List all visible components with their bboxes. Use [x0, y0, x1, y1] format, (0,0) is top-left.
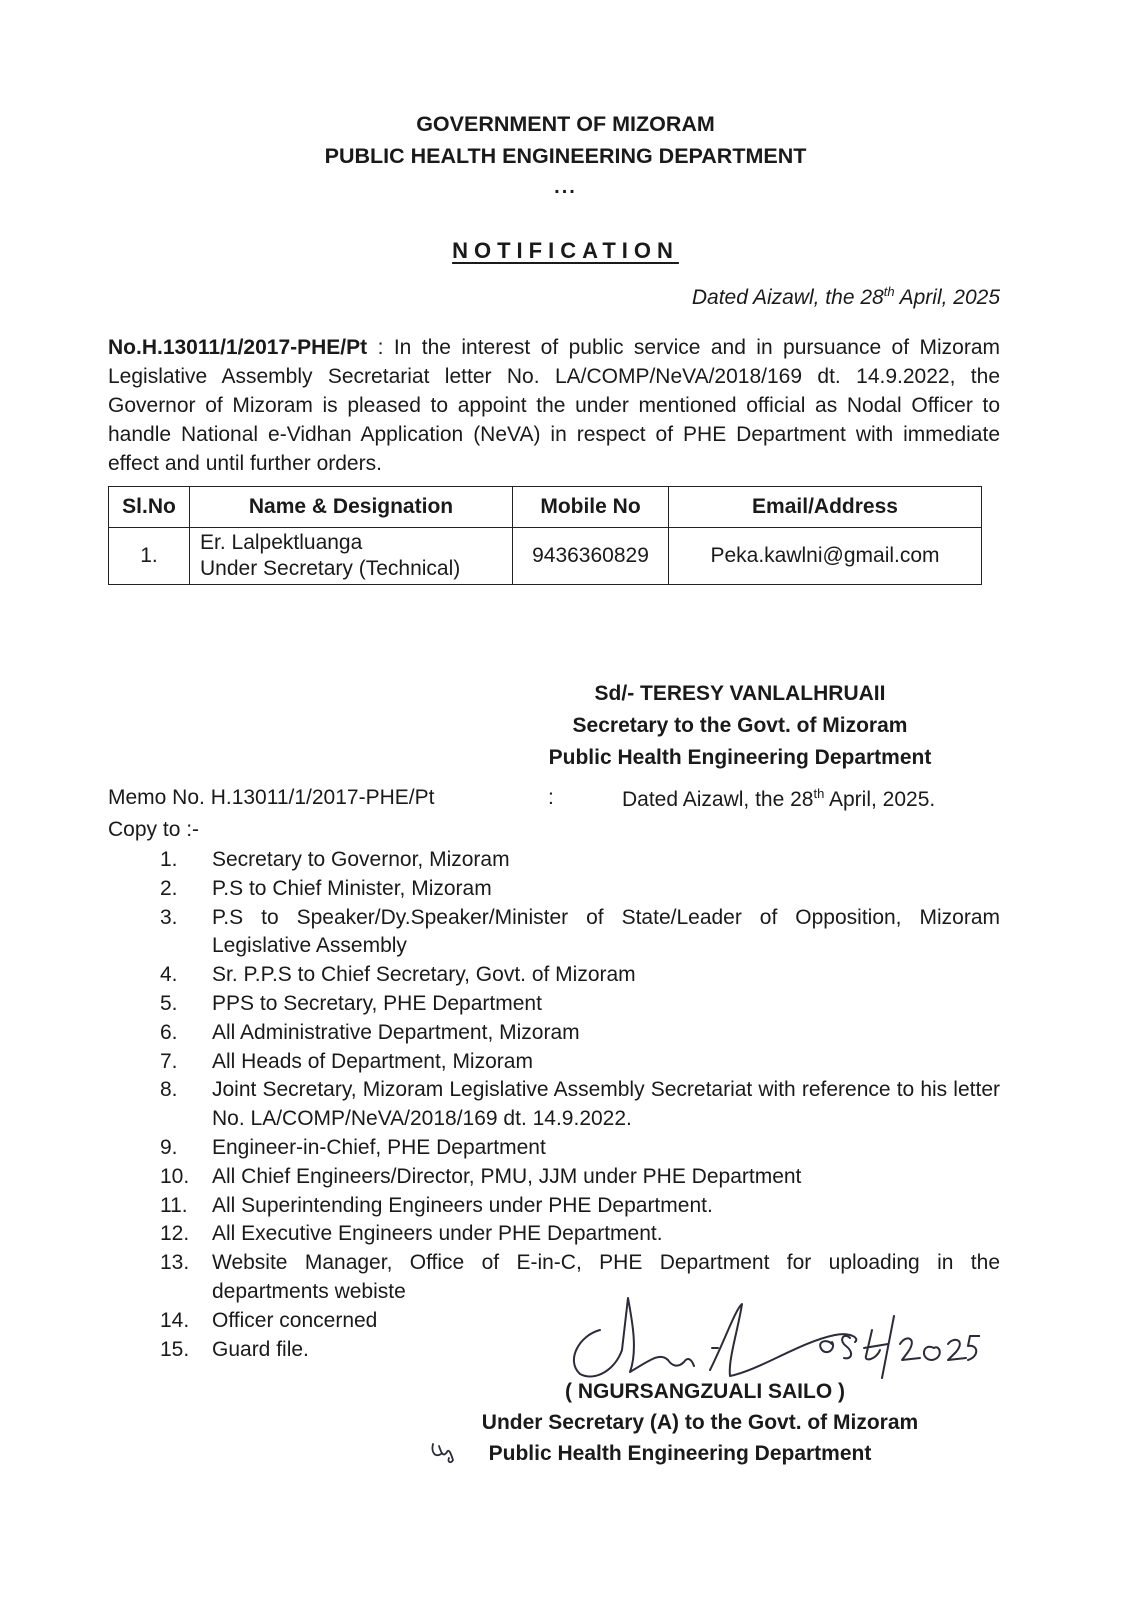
cell-name-designation [190, 528, 513, 585]
list-item [160, 875, 1000, 904]
table-header-row [109, 487, 982, 528]
list-item [160, 846, 1000, 875]
list-item-text: Engineer-in-Chief, PHE Department [212, 1135, 546, 1159]
list-item-text: All Administrative Department, Mizoram [212, 1020, 580, 1044]
list-item-number: 7. [160, 1049, 178, 1073]
handwritten-initials [429, 1438, 459, 1464]
list-item-number: 14. [160, 1308, 190, 1332]
reference-number: No.H.13011/1/2017-PHE/Pt [108, 336, 368, 359]
col-header-name: Name & Designation [190, 487, 513, 528]
list-item-text: All Chief Engineers/Director, PMU, JJM under PHE Department [212, 1164, 802, 1188]
list-item-number: 12. [160, 1222, 190, 1246]
signatory-name: Sd/- TERESY VANLALHRUAII [594, 682, 886, 705]
officer-designation: Under Secretary (Technical) [200, 557, 461, 580]
list-item [160, 1163, 1000, 1192]
list-item-text: Guard file. [212, 1337, 309, 1361]
table-row [109, 528, 982, 585]
list-item-text: Officer concerned [212, 1308, 378, 1332]
list-item [160, 1019, 1000, 1048]
copy-to-label: Copy to :- [108, 818, 200, 841]
memo-date-prefix: Dated Aizawl, the 28 [622, 788, 814, 811]
list-item-text: Joint Secretary, Mizoram Legislative Assembly Secretariat with reference to his letter No. LA/COMP/NeVA/2018/169 dt. 14.9.2022. [212, 1078, 1000, 1131]
undersigned-designation: Under Secretary (A) to the Govt. of Mizoram [481, 1411, 919, 1434]
list-item-text: PPS to Secretary, PHE Department [212, 991, 542, 1015]
list-item-number: 6. [160, 1020, 178, 1044]
undersigned-name: ( NGURSANGZUALI SAILO ) [565, 1380, 845, 1403]
memo-colon: : [548, 786, 554, 809]
list-item [160, 1134, 1000, 1163]
memo-date-suffix: April, 2025. [824, 788, 936, 811]
memo-number: Memo No. H.13011/1/2017-PHE/Pt [108, 786, 435, 809]
list-item-number: 2. [160, 876, 178, 900]
list-item-number: 4. [160, 963, 178, 987]
list-item-text: Website Manager, Office of E-in-C, PHE Department for uploading in the departments webiste [212, 1251, 1000, 1303]
list-item-text: P.S to Chief Minister, Mizoram [212, 876, 492, 900]
list-item-number: 3. [160, 905, 178, 929]
notification-body-text: : In the interest of public service and in pursuance of Mizoram Legislative Assembly Secretariat letter No. LA/COMP/NeVA/2018/169 dt. 14.9.2022, the Governor of Mizoram is pleased to appoint the under mentioned official as Nodal Officer to handle National e-Vidhan Application (NeVA) in respect of PHE Department with immediate effect and until further orders. [108, 336, 1000, 475]
list-item-text: All Heads of Department, Mizoram [212, 1049, 533, 1073]
col-header-email: Email/Address [669, 487, 982, 528]
list-item-number: 5. [160, 991, 178, 1015]
officer-name: Er. Lalpektluanga [200, 531, 363, 554]
list-item [160, 990, 1000, 1019]
list-item-text: Secretary to Governor, Mizoram [212, 848, 510, 871]
cell-email: Peka.kawlni@gmail.com [669, 528, 982, 585]
list-item-number: 11. [160, 1193, 188, 1217]
list-item-number: 10. [160, 1164, 190, 1188]
notification-title: NOTIFICATION [452, 238, 679, 263]
list-item [160, 961, 1000, 990]
cell-mobile: 9436360829 [513, 528, 669, 585]
col-header-slno: Sl.No [109, 487, 190, 528]
list-item [160, 1220, 1000, 1249]
list-item-text: All Superintending Engineers under PHE Department. [212, 1193, 713, 1217]
list-item [160, 1192, 1000, 1221]
handwritten-signature [560, 1290, 980, 1386]
notification-body [108, 333, 1000, 478]
undersigned-department: Public Health Engineering Department [488, 1442, 872, 1465]
cell-slno: 1. [109, 528, 190, 585]
list-item-number: 8. [160, 1078, 178, 1102]
notification-date-sup: th [883, 284, 895, 299]
nodal-officer-table [108, 486, 982, 585]
header-government: GOVERNMENT OF MIZORAM [416, 112, 715, 136]
signatory-designation: Secretary to the Govt. of Mizoram [572, 714, 908, 737]
list-item [160, 904, 1000, 962]
header-department: PUBLIC HEALTH ENGINEERING DEPARTMENT [324, 144, 807, 168]
memo-date-sup: th [813, 786, 825, 801]
memo-date [622, 786, 935, 812]
list-item-text: All Executive Engineers under PHE Department. [212, 1222, 663, 1246]
list-item [160, 1076, 1000, 1134]
list-item-number: 1. [160, 848, 178, 871]
signatory-department: Public Health Engineering Department [548, 746, 932, 769]
list-item-number: 13. [160, 1251, 190, 1275]
notification-date-prefix: Dated Aizawl, the 28 [691, 286, 884, 309]
notification-date [692, 284, 1000, 310]
list-item-text: Sr. P.P.S to Chief Secretary, Govt. of Mizoram [212, 963, 636, 987]
notification-date-suffix: April, 2025 [894, 286, 1000, 309]
copy-to-list [160, 846, 1000, 1364]
list-item-number: 15. [160, 1337, 190, 1361]
header-separator: ... [554, 176, 577, 198]
list-item-text: P.S to Speaker/Dy.Speaker/Minister of State/Leader of Opposition, Mizoram Legislative Assembly [212, 905, 1000, 958]
list-item [160, 1048, 1000, 1077]
list-item-number: 9. [160, 1135, 178, 1159]
col-header-mobile: Mobile No [513, 487, 669, 528]
